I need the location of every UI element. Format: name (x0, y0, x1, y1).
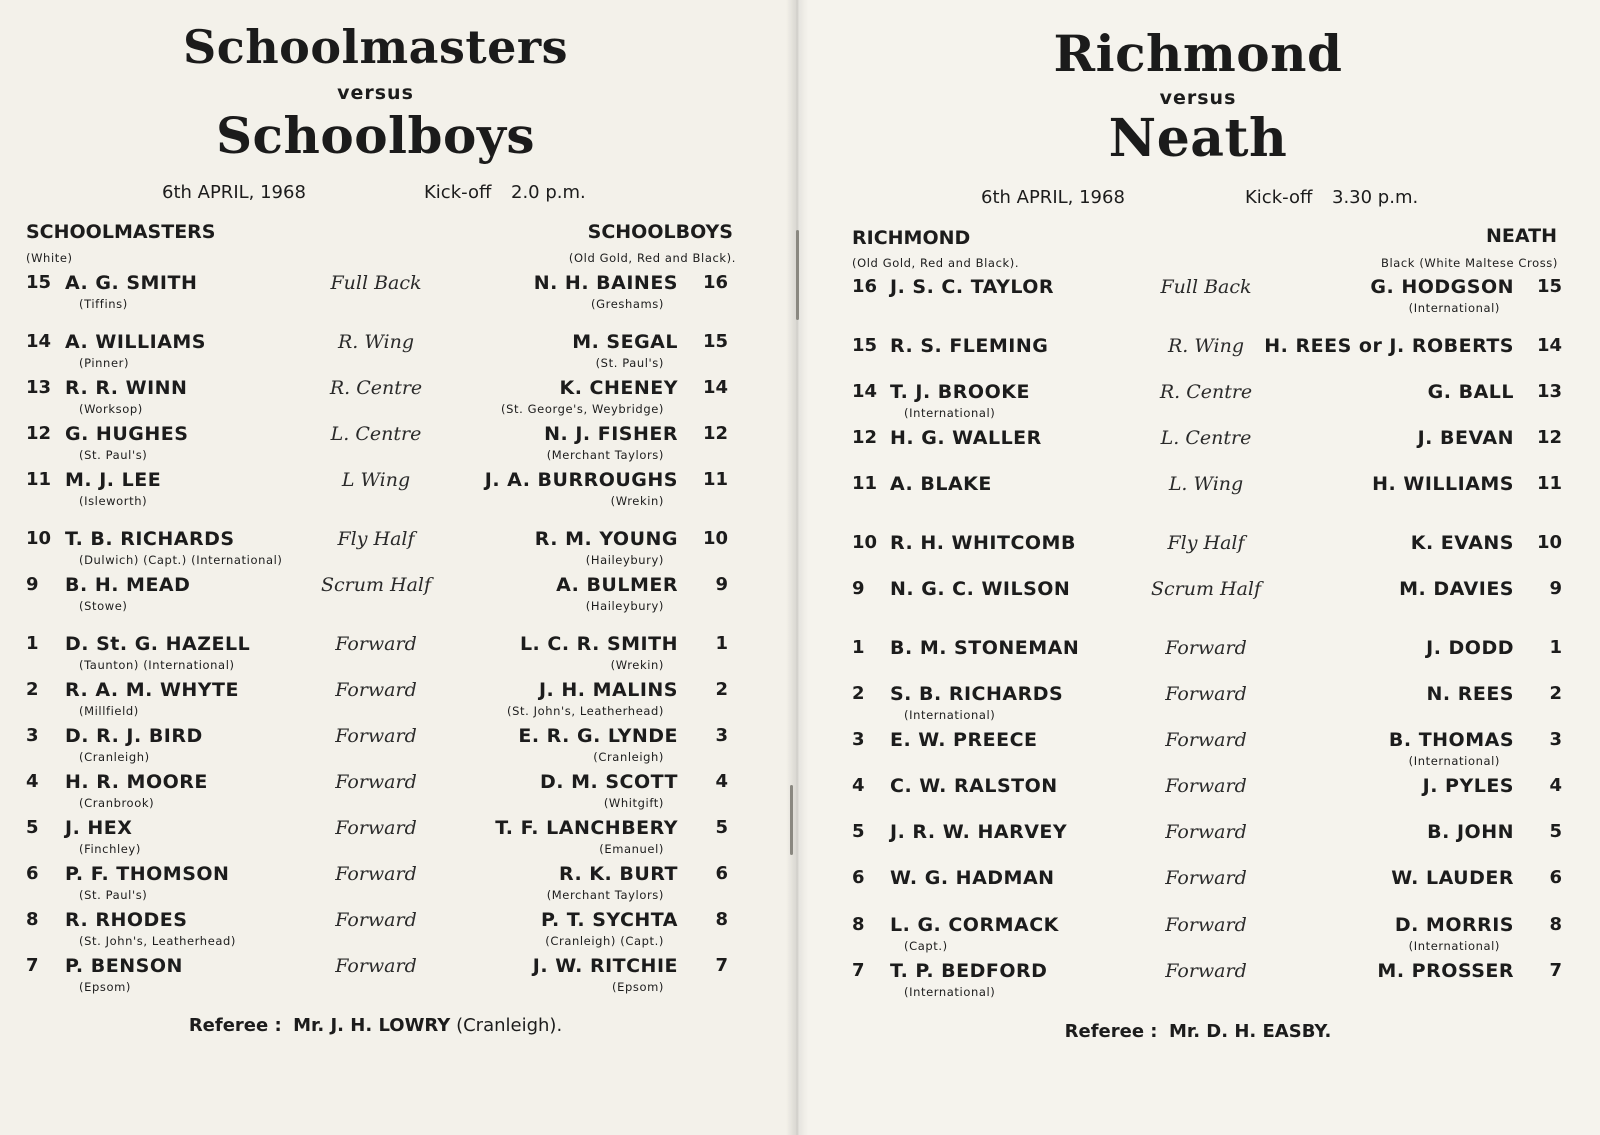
left-match-date: 6th APRIL, 1968 (162, 182, 306, 203)
away-shirt-number: 1 (1549, 637, 1562, 658)
home-player-note: (Isleworth) (79, 494, 148, 508)
playing-position: L. Centre (330, 423, 422, 445)
home-shirt-number: 6 (852, 867, 865, 888)
away-shirt-number: 4 (715, 771, 728, 792)
away-player-name: M. PROSSER (1377, 960, 1514, 982)
away-player-note: (Wrekin) (610, 494, 664, 508)
player-row (0, 528, 796, 576)
away-player-note: (Cranleigh) (Capt.) (545, 934, 664, 948)
right-home-colours: (Old Gold, Red and Black). (852, 256, 1020, 270)
playing-position: R. Wing (337, 331, 415, 353)
away-player-name: J. H. MALINS (538, 679, 678, 701)
home-shirt-number: 5 (26, 817, 39, 838)
home-shirt-number: 1 (852, 637, 865, 658)
home-player-note: (Pinner) (79, 356, 130, 370)
away-shirt-number: 10 (1536, 532, 1562, 553)
away-shirt-number: 5 (1549, 821, 1562, 842)
player-row (796, 381, 1600, 429)
away-player-note: (Cranleigh) (593, 750, 664, 764)
playing-position: R. Centre (1159, 381, 1253, 403)
playing-position: Forward (1165, 960, 1247, 982)
player-row (796, 335, 1600, 383)
player-row (796, 637, 1600, 685)
away-shirt-number: 2 (1549, 683, 1562, 704)
away-player-name: D. MORRIS (1394, 914, 1514, 936)
home-shirt-number: 6 (26, 863, 39, 884)
right-kickoff-time: 3.30 p.m. (1332, 187, 1419, 208)
home-player-name: S. B. RICHARDS (890, 683, 1064, 705)
player-row (796, 729, 1600, 777)
right-referee-name: Mr. D. H. EASBY. (1168, 1021, 1332, 1042)
home-shirt-number: 3 (26, 725, 39, 746)
home-player-name: B. H. MEAD (65, 574, 191, 596)
home-player-note: (Capt.) (904, 939, 948, 953)
staple-top (796, 230, 799, 320)
away-shirt-number: 8 (715, 909, 728, 930)
right-away-colours: Black (White Maltese Cross) (1380, 256, 1558, 270)
left-kickoff-time: 2.0 p.m. (511, 182, 586, 203)
away-player-name: J. PYLES (1422, 775, 1514, 797)
away-player-note: (St. Paul's) (595, 356, 664, 370)
home-player-note: (Taunton) (International) (79, 658, 235, 672)
playing-position: Forward (335, 725, 417, 747)
playing-position: Forward (1165, 729, 1247, 751)
away-shirt-number: 14 (1536, 335, 1562, 356)
away-player-name: B. THOMAS (1388, 729, 1514, 751)
away-shirt-number: 3 (1549, 729, 1562, 750)
staple-bottom (790, 785, 793, 855)
playing-position: Forward (1165, 775, 1247, 797)
home-shirt-number: 15 (852, 335, 878, 356)
home-shirt-number: 11 (26, 469, 52, 490)
home-player-note: (Worksop) (79, 402, 143, 416)
playing-position: Forward (1165, 683, 1247, 705)
left-versus: versus (337, 82, 414, 104)
home-player-name: W. G. HADMAN (890, 867, 1055, 889)
home-shirt-number: 9 (852, 578, 865, 599)
home-player-name: R. R. WINN (65, 377, 188, 399)
away-player-note: (Whitgift) (603, 796, 664, 810)
playing-position: L. Wing (1168, 473, 1244, 495)
away-player-name: K. EVANS (1410, 532, 1514, 554)
playing-position: L. Centre (1160, 427, 1252, 449)
player-row (0, 633, 796, 681)
home-shirt-number: 7 (852, 960, 865, 981)
away-player-note: (Emanuel) (599, 842, 664, 856)
away-shirt-number: 13 (1536, 381, 1562, 402)
right-referee-label: Referee : (1064, 1021, 1158, 1042)
away-shirt-number: 11 (1536, 473, 1562, 494)
playing-position: Forward (1165, 637, 1247, 659)
away-player-name: D. M. SCOTT (540, 771, 678, 793)
player-row (796, 960, 1600, 1008)
home-shirt-number: 15 (26, 272, 52, 293)
home-player-note: (International) (904, 406, 996, 420)
away-shirt-number: 3 (715, 725, 728, 746)
away-player-name: R. M. YOUNG (534, 528, 678, 550)
home-shirt-number: 9 (26, 574, 39, 595)
home-shirt-number: 10 (852, 532, 878, 553)
away-player-name: P. T. SYCHTA (541, 909, 678, 931)
player-row (0, 423, 796, 471)
left-referee-name: Mr. J. H. LOWRY (293, 1015, 451, 1036)
playing-position: Scrum Half (1150, 578, 1262, 600)
book-gutter (786, 0, 808, 1135)
home-player-note: (Stowe) (79, 599, 128, 613)
playing-position: Full Back (1160, 276, 1252, 298)
home-shirt-number: 11 (852, 473, 878, 494)
home-player-name: R. RHODES (65, 909, 188, 931)
player-row (0, 909, 796, 957)
left-away-team: SCHOOLBOYS (587, 221, 733, 243)
away-player-name: A. BULMER (556, 574, 678, 596)
player-row (0, 377, 796, 425)
away-shirt-number: 1 (715, 633, 728, 654)
player-row (0, 679, 796, 727)
home-player-name: N. G. C. WILSON (890, 578, 1071, 600)
away-player-name: G. BALL (1427, 381, 1514, 403)
playing-position: Forward (335, 955, 417, 977)
right-away-team: NEATH (1486, 225, 1557, 247)
left-referee-label: Referee : (188, 1015, 282, 1036)
home-player-note: (Epsom) (79, 980, 131, 994)
player-row (0, 955, 796, 1003)
home-player-name: D. St. G. HAZELL (65, 633, 251, 655)
home-player-name: P. BENSON (65, 955, 183, 977)
home-shirt-number: 12 (852, 427, 878, 448)
playing-position: Forward (1165, 821, 1247, 843)
home-player-name: G. HUGHES (65, 423, 189, 445)
away-player-name: J. DODD (1426, 637, 1514, 659)
away-player-name: J. BEVAN (1417, 427, 1514, 449)
left-title-top: Schoolmasters (182, 20, 569, 74)
player-row (796, 276, 1600, 324)
player-row (796, 427, 1600, 475)
playing-position: Forward (335, 771, 417, 793)
away-shirt-number: 14 (702, 377, 728, 398)
away-shirt-number: 15 (702, 331, 728, 352)
home-player-note: (St. John's, Leatherhead) (79, 934, 236, 948)
away-player-note: (Wrekin) (610, 658, 664, 672)
away-shirt-number: 2 (715, 679, 728, 700)
right-referee (796, 1021, 1600, 1042)
away-shirt-number: 5 (715, 817, 728, 838)
playing-position: Forward (1165, 914, 1247, 936)
right-kickoff-label: Kick-off (1245, 187, 1313, 208)
home-player-note: (Tiffins) (79, 297, 128, 311)
away-player-note: (Haileybury) (585, 553, 664, 567)
playing-position: Forward (335, 633, 417, 655)
right-match-date: 6th APRIL, 1968 (981, 187, 1125, 208)
home-player-name: L. G. CORMACK (890, 914, 1059, 936)
player-row (796, 578, 1600, 626)
home-shirt-number: 2 (852, 683, 865, 704)
home-shirt-number: 3 (852, 729, 865, 750)
home-player-name: T. B. RICHARDS (65, 528, 235, 550)
player-row (0, 469, 796, 517)
playing-position: Fly Half (337, 528, 415, 550)
away-player-note: (International) (1408, 301, 1500, 315)
away-player-note: (St. John's, Leatherhead) (507, 704, 664, 718)
away-player-name: K. CHENEY (559, 377, 678, 399)
away-player-name: H. REES or J. ROBERTS (1264, 335, 1514, 357)
away-player-note: (St. George's, Weybridge) (501, 402, 664, 416)
home-shirt-number: 5 (852, 821, 865, 842)
home-player-name: M. J. LEE (65, 469, 162, 491)
away-player-name: B. JOHN (1427, 821, 1514, 843)
player-row (0, 863, 796, 911)
player-row (796, 914, 1600, 962)
home-shirt-number: 8 (26, 909, 39, 930)
home-shirt-number: 14 (26, 331, 52, 352)
left-referee-club: (Cranleigh). (456, 1015, 563, 1036)
player-row (0, 272, 796, 320)
home-player-name: A. WILLIAMS (65, 331, 206, 353)
home-player-name: A. G. SMITH (65, 272, 198, 294)
away-player-name: L. C. R. SMITH (519, 633, 678, 655)
home-shirt-number: 14 (852, 381, 878, 402)
player-row (0, 817, 796, 865)
away-player-note: (Merchant Taylors) (546, 888, 664, 902)
home-player-name: T. J. BROOKE (890, 381, 1030, 403)
player-row (796, 683, 1600, 731)
away-shirt-number: 9 (1549, 578, 1562, 599)
playing-position: Forward (335, 817, 417, 839)
player-row (0, 725, 796, 773)
home-player-name: R. S. FLEMING (890, 335, 1049, 357)
away-shirt-number: 7 (1549, 960, 1562, 981)
right-page (796, 0, 1600, 1135)
home-player-name: J. S. C. TAYLOR (890, 276, 1055, 298)
away-player-note: (International) (1408, 754, 1500, 768)
away-player-name: N. REES (1426, 683, 1514, 705)
away-player-name: J. A. BURROUGHS (484, 469, 678, 491)
away-player-name: R. K. BURT (558, 863, 678, 885)
right-versus: versus (1159, 87, 1237, 109)
home-shirt-number: 4 (852, 775, 865, 796)
home-player-name: C. W. RALSTON (890, 775, 1058, 797)
playing-position: R. Wing (1167, 335, 1245, 357)
home-player-note: (Finchley) (79, 842, 141, 856)
playing-position: R. Centre (329, 377, 423, 399)
away-player-name: H. WILLIAMS (1372, 473, 1514, 495)
left-kickoff-label: Kick-off (424, 182, 492, 203)
away-shirt-number: 6 (715, 863, 728, 884)
away-shirt-number: 7 (715, 955, 728, 976)
home-shirt-number: 16 (852, 276, 878, 297)
home-player-name: J. HEX (65, 817, 133, 839)
player-row (796, 532, 1600, 580)
left-referee (0, 1015, 796, 1036)
home-player-note: (Cranbrook) (79, 796, 155, 810)
home-shirt-number: 13 (26, 377, 52, 398)
home-player-name: H. G. WALLER (890, 427, 1042, 449)
home-player-name: R. A. M. WHYTE (65, 679, 240, 701)
home-player-note: (Cranleigh) (79, 750, 150, 764)
player-row (0, 331, 796, 379)
left-page (0, 0, 796, 1135)
home-player-name: H. R. MOORE (65, 771, 208, 793)
away-player-note: (Epsom) (612, 980, 664, 994)
away-shirt-number: 15 (1536, 276, 1562, 297)
away-player-name: T. F. LANCHBERY (495, 817, 678, 839)
away-shirt-number: 12 (1536, 427, 1562, 448)
away-shirt-number: 8 (1549, 914, 1562, 935)
away-player-note: (Haileybury) (585, 599, 664, 613)
away-player-name: N. J. FISHER (544, 423, 678, 445)
home-player-note: (St. Paul's) (79, 448, 148, 462)
player-row (796, 473, 1600, 521)
away-shirt-number: 6 (1549, 867, 1562, 888)
right-home-team: RICHMOND (852, 227, 971, 249)
playing-position: Forward (1165, 867, 1247, 889)
home-shirt-number: 12 (26, 423, 52, 444)
home-shirt-number: 1 (26, 633, 39, 654)
away-player-name: J. W. RITCHIE (532, 955, 678, 977)
away-player-name: M. SEGAL (572, 331, 678, 353)
playing-position: Full Back (330, 272, 422, 294)
home-player-name: A. BLAKE (890, 473, 992, 495)
away-shirt-number: 16 (702, 272, 728, 293)
home-shirt-number: 8 (852, 914, 865, 935)
home-player-name: B. M. STONEMAN (890, 637, 1080, 659)
player-row (0, 574, 796, 622)
home-player-name: T. P. BEDFORD (890, 960, 1048, 982)
home-player-name: R. H. WHITCOMB (890, 532, 1076, 554)
right-title-bottom: Neath (1108, 108, 1288, 169)
away-player-name: G. HODGSON (1370, 276, 1514, 298)
left-home-colours: (White) (26, 251, 73, 265)
home-player-note: (St. Paul's) (79, 888, 148, 902)
home-player-name: P. F. THOMSON (65, 863, 230, 885)
away-player-note: (Merchant Taylors) (546, 448, 664, 462)
away-player-name: E. R. G. LYNDE (518, 725, 678, 747)
player-row (796, 867, 1600, 915)
away-shirt-number: 9 (715, 574, 728, 595)
player-row (796, 775, 1600, 823)
home-shirt-number: 4 (26, 771, 39, 792)
playing-position: Forward (335, 863, 417, 885)
playing-position: Forward (335, 679, 417, 701)
away-player-note: (Greshams) (591, 297, 664, 311)
away-player-name: M. DAVIES (1399, 578, 1514, 600)
away-player-note: (International) (1408, 939, 1500, 953)
home-player-note: (International) (904, 708, 996, 722)
home-shirt-number: 2 (26, 679, 39, 700)
home-player-note: (Millfield) (79, 704, 139, 718)
away-player-name: N. H. BAINES (533, 272, 678, 294)
away-shirt-number: 12 (702, 423, 728, 444)
home-shirt-number: 7 (26, 955, 39, 976)
playing-position: Forward (335, 909, 417, 931)
home-shirt-number: 10 (26, 528, 52, 549)
home-player-name: D. R. J. BIRD (65, 725, 203, 747)
home-player-name: J. R. W. HARVEY (890, 821, 1068, 843)
away-shirt-number: 4 (1549, 775, 1562, 796)
away-player-name: W. LAUDER (1391, 867, 1514, 889)
left-title-bottom: Schoolboys (215, 106, 536, 165)
home-player-name: E. W. PREECE (890, 729, 1038, 751)
player-row (796, 821, 1600, 869)
playing-position: Scrum Half (320, 574, 432, 596)
home-player-note: (International) (904, 985, 996, 999)
away-shirt-number: 10 (702, 528, 728, 549)
player-row (0, 771, 796, 819)
playing-position: Fly Half (1167, 532, 1245, 554)
left-home-team: SCHOOLMASTERS (26, 221, 216, 243)
playing-position: L Wing (341, 469, 411, 491)
left-away-colours: (Old Gold, Red and Black). (568, 251, 736, 265)
away-shirt-number: 11 (702, 469, 728, 490)
home-player-note: (Dulwich) (Capt.) (International) (79, 553, 283, 567)
right-title-top: Richmond (1053, 24, 1343, 83)
